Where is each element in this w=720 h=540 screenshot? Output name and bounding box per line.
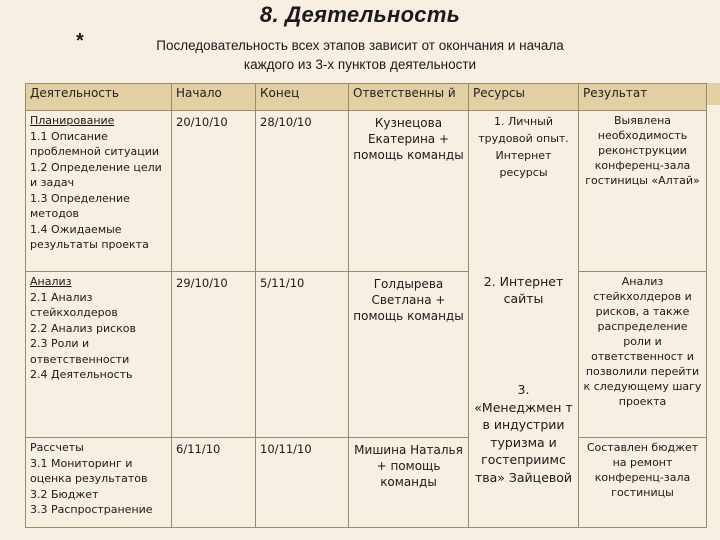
- activity-cell: [26, 272, 172, 438]
- subtitle-line-1: Последовательность всех этапов зависит от окончания и начала: [156, 38, 564, 53]
- activity-item: 1.1 Описание проблемной ситуации: [30, 129, 159, 158]
- activity-item: 1.2 Определение цели и задач: [30, 160, 162, 189]
- resource-item-2: 2. Интернет сайты: [483, 274, 564, 306]
- result-cell: Выявлена необходимость реконструкции конференц-зала гостиницы «Алтай»: [579, 111, 707, 272]
- activity-item: 3.1 Мониторинг и оценка результатов: [30, 456, 148, 485]
- table-row: [26, 438, 707, 528]
- activity-table: [25, 83, 707, 528]
- activity-title: Анализ: [30, 275, 72, 288]
- start-date: 6/11/10: [172, 438, 256, 528]
- header-resources: Ресурсы: [469, 84, 579, 111]
- bullet-mark: *: [76, 30, 84, 52]
- activity-cell: [26, 111, 172, 272]
- table-row: [26, 111, 707, 272]
- activity-title: Рассчеты: [30, 441, 84, 454]
- end-date: 10/11/10: [256, 438, 349, 528]
- activity-item: 3.3 Распространение: [30, 503, 153, 516]
- subtitle-line-2: каждого из 3-х пунктов деятельности: [243, 57, 477, 72]
- result-cell: Анализ стейкхолдеров и рисков, а также распределение роли и ответственност и позволили перейти к следующему шагу проекта: [579, 272, 707, 438]
- responsible-cell: Мишина Наталья + помощь команды: [349, 438, 469, 528]
- header-result: Результат: [579, 84, 707, 111]
- result-cell: Составлен бюджет на ремонт конференц-зала гостиницы: [579, 438, 707, 528]
- start-date: 29/10/10: [172, 272, 256, 438]
- activity-cell: [26, 438, 172, 528]
- end-date: 5/11/10: [256, 272, 349, 438]
- activity-item: 2.4 Деятельность: [30, 368, 133, 381]
- header-start: Начало: [172, 84, 256, 111]
- activity-title: Планирование: [30, 114, 115, 127]
- start-date: 20/10/10: [172, 111, 256, 272]
- activity-item: 2.1 Анализ стейкхолдеров: [30, 290, 118, 319]
- responsible-cell: Кузнецова Екатерина + помощь команды: [349, 111, 469, 272]
- header-end: Конец: [256, 84, 349, 111]
- table-row: [26, 272, 707, 438]
- activity-item: 3.2 Бюджет: [30, 487, 99, 501]
- table-header-row: [26, 84, 707, 111]
- responsible-cell: Голдырева Светлана + помощь команды: [349, 272, 469, 438]
- resource-item-1: 1. Личный трудовой опыт. Интернет ресурсы: [478, 115, 569, 179]
- resources-cell: [469, 111, 579, 528]
- activity-item: 2.3 Роли и ответственности: [30, 337, 130, 366]
- subtitle: [80, 36, 640, 74]
- resource-item-3: 3. «Менеджмен т в индустрии туризма и гостеприимс тва» Зайцевой: [474, 382, 573, 485]
- activity-item: 2.2 Анализ рисков: [30, 321, 137, 335]
- activity-item: 1.4 Ожидаемые результаты проекта: [30, 222, 149, 251]
- header-strip-decoration: [706, 83, 720, 105]
- slide-title: 8. Деятельность: [259, 2, 461, 27]
- header-activity: Деятельность: [26, 84, 172, 111]
- header-responsible: Ответственны й: [349, 84, 469, 111]
- activity-item: 1.3 Определение методов: [30, 191, 130, 220]
- end-date: 28/10/10: [256, 111, 349, 272]
